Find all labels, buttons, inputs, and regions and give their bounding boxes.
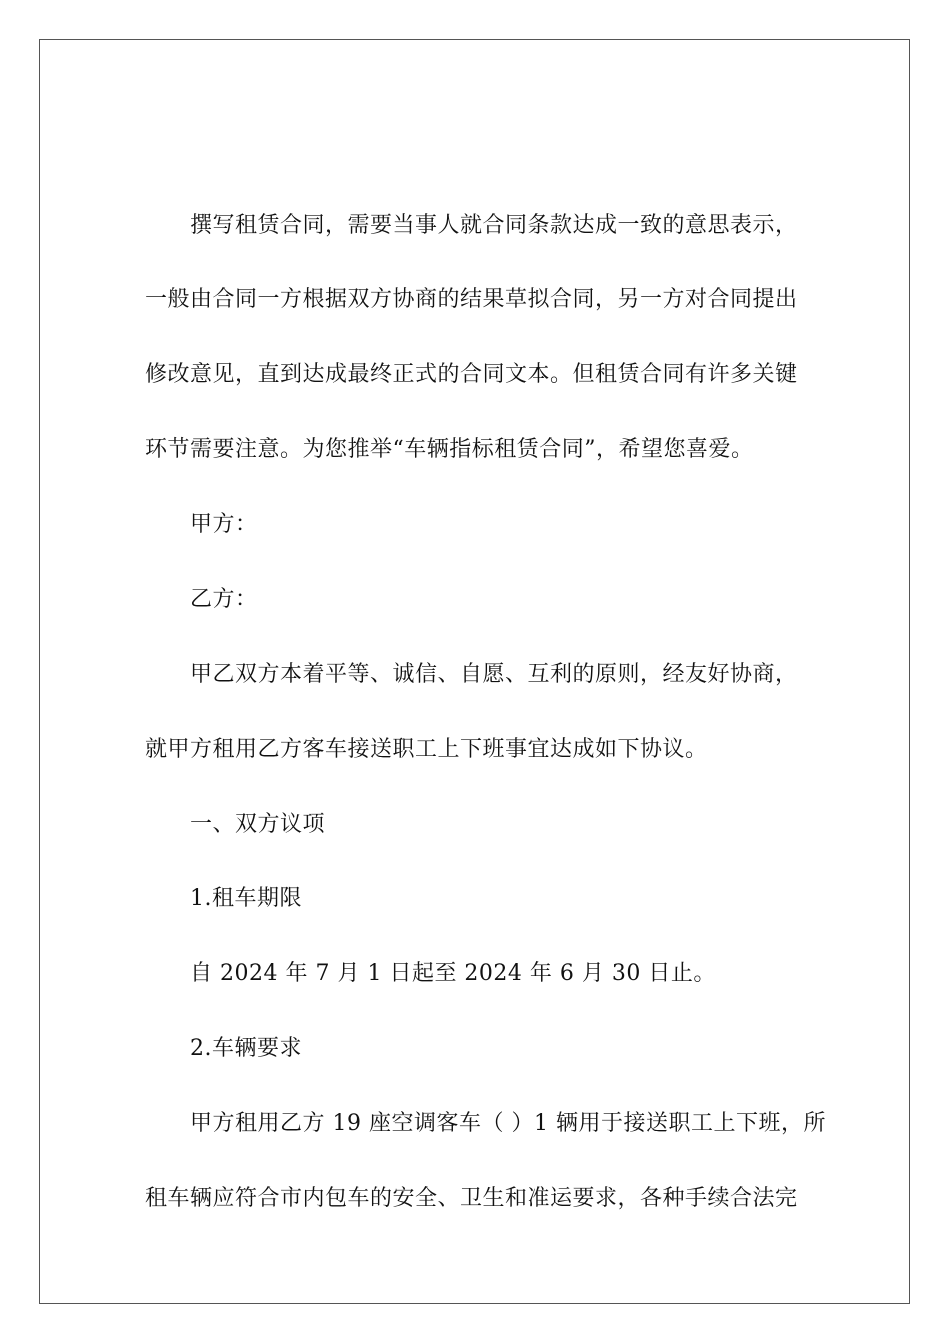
party-a-label: 甲方： (190, 512, 258, 537)
section-heading: 一、双方议项 (190, 812, 326, 837)
subsection-heading: 2.车辆要求 (190, 1036, 302, 1061)
paragraph-line: 就甲方租用乙方客车接送职工上下班事宜达成如下协议。 (145, 737, 708, 762)
paragraph-line: 撰写租赁合同，需要当事人就合同条款达成一致的意思表示， (190, 213, 798, 238)
paragraph-line: 租车辆应符合市内包车的安全、卫生和准运要求，各种手续合法完 (145, 1186, 798, 1211)
paragraph-line: 自 2024 年 7 月 1 日起至 2024 年 6 月 30 日止。 (190, 961, 716, 986)
party-b-label: 乙方： (190, 587, 258, 612)
paragraph-line: 一般由合同一方根据双方协商的结果草拟合同，另一方对合同提出 (145, 287, 798, 312)
paragraph-line: 甲乙双方本着平等、诚信、自愿、互利的原则，经友好协商， (190, 662, 798, 687)
subsection-heading: 1.租车期限 (190, 886, 302, 911)
paragraph-line: 甲方租用乙方 19 座空调客车（ ）1 辆用于接送职工上下班，所 (190, 1111, 826, 1136)
paragraph-line: 修改意见，直到达成最终正式的合同文本。但租赁合同有许多关键 (145, 362, 798, 387)
paragraph-line: 环节需要注意。为您推举“车辆指标租赁合同”，希望您喜爱。 (145, 437, 754, 462)
